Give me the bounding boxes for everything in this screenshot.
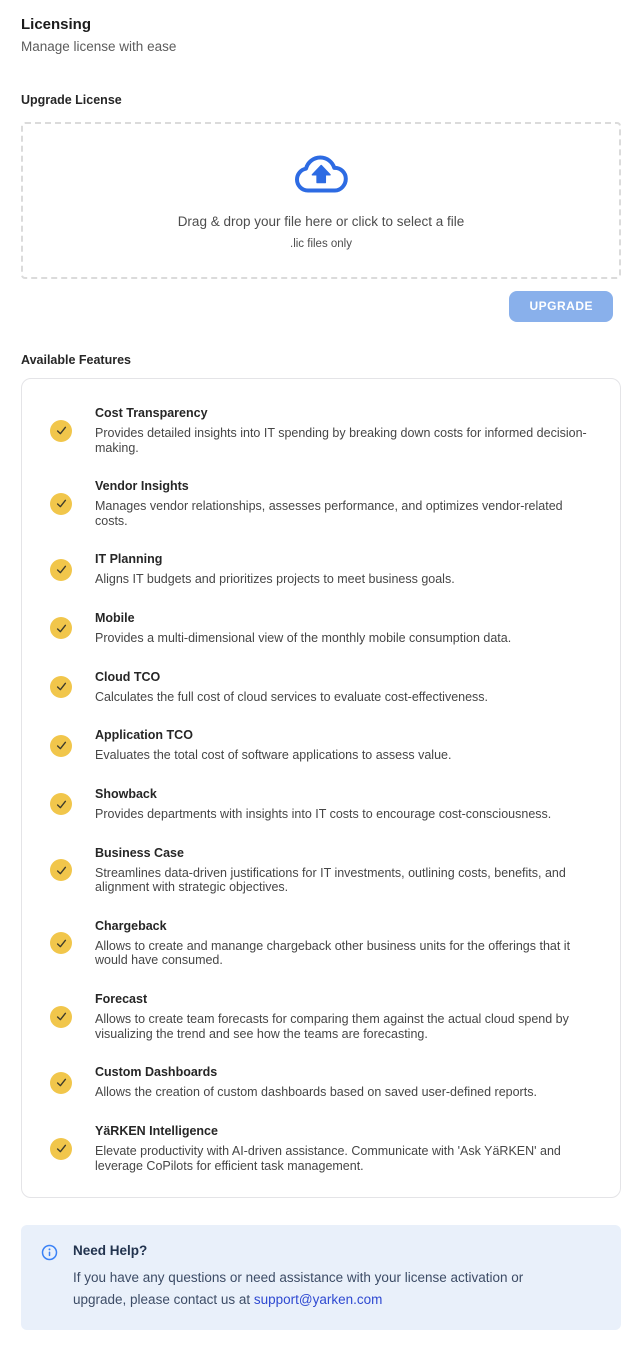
- upgrade-button[interactable]: UPGRADE: [509, 291, 613, 322]
- feature-description: Streamlines data-driven justifications for IT investments, outlining costs, benefits, and alignment with strategic objectives.: [95, 865, 566, 895]
- help-title: Need Help?: [73, 1243, 148, 1259]
- check-icon: [50, 1138, 72, 1160]
- feature-text: [95, 670, 590, 705]
- check-icon: [50, 859, 72, 881]
- feature-text: [95, 611, 590, 646]
- feature-item: [50, 728, 590, 763]
- cloud-upload-icon: [292, 151, 350, 197]
- feature-text: [95, 787, 590, 822]
- support-email-link[interactable]: support@yarken.com: [253, 1291, 383, 1307]
- feature-title: Mobile: [95, 611, 135, 625]
- check-icon: [50, 559, 72, 581]
- feature-text: [95, 1124, 590, 1173]
- feature-description: Elevate productivity with AI-driven assistance. Communicate with 'Ask YäRKEN' and leverage CoPilots for efficient task management.: [95, 1143, 561, 1173]
- check-icon: [50, 735, 72, 757]
- feature-item: [50, 1065, 590, 1100]
- feature-item: [50, 846, 590, 895]
- feature-description: Provides a multi-dimensional view of the monthly mobile consumption data.: [95, 631, 512, 645]
- feature-text: [95, 919, 590, 968]
- feature-description: Aligns IT budgets and prioritizes projects to meet business goals.: [95, 572, 455, 587]
- info-icon: [41, 1244, 58, 1311]
- feature-description: Allows to create team forecasts for comparing them against the actual cloud spend by visualizing the trend and see how the teams are forecasting.: [95, 1012, 569, 1041]
- feature-item: [50, 992, 590, 1041]
- feature-title: Business Case: [95, 845, 184, 860]
- page-title: Licensing: [21, 16, 92, 33]
- feature-description: Allows to create and manange chargeback other business units for the offerings that it would have consumed.: [95, 938, 571, 968]
- feature-item: [50, 552, 590, 587]
- feature-title: Showback: [95, 786, 157, 801]
- feature-title: Custom Dashboards: [95, 1065, 218, 1080]
- feature-description: Manages vendor relationships, assesses performance, and optimizes vendor-related costs.: [95, 499, 563, 528]
- available-features-heading: Available Features: [21, 352, 132, 367]
- feature-text: [95, 406, 590, 455]
- feature-title: YäRKEN Intelligence: [95, 1123, 218, 1138]
- check-icon: [50, 932, 72, 954]
- feature-title: Vendor Insights: [95, 479, 189, 494]
- feature-description: Allows the creation of custom dashboards based on saved user-defined reports.: [95, 1085, 537, 1100]
- check-icon: [50, 420, 72, 442]
- feature-description: Provides detailed insights into IT spending by breaking down costs for informed decision-making.: [95, 425, 587, 455]
- help-text: [73, 1242, 578, 1311]
- dropzone-primary-text: Drag & drop your file here or click to select a file: [177, 213, 465, 229]
- feature-description: Evaluates the total cost of software applications to assess value.: [95, 748, 452, 763]
- feature-text: [95, 992, 590, 1041]
- feature-text: [95, 728, 590, 763]
- feature-description: Provides departments with insights into IT costs to encourage cost-consciousness.: [95, 806, 552, 821]
- feature-item: [50, 787, 590, 822]
- dropzone-secondary-text: .lic files only: [290, 238, 352, 251]
- feature-text: [95, 552, 590, 587]
- upgrade-license-heading: Upgrade License: [21, 92, 122, 107]
- check-icon: [50, 493, 72, 515]
- page-subtitle: Manage license with ease: [21, 39, 177, 54]
- feature-description: Calculates the full cost of cloud services to evaluate cost-effectiveness.: [95, 689, 489, 704]
- upgrade-button-row: [21, 291, 621, 322]
- feature-title: Forecast: [95, 992, 148, 1006]
- check-icon: [50, 1072, 72, 1094]
- feature-title: IT Planning: [95, 552, 163, 567]
- feature-text: [95, 479, 590, 528]
- feature-title: Cost Transparency: [95, 405, 208, 420]
- check-icon: [50, 617, 72, 639]
- help-body: [73, 1267, 578, 1311]
- feature-item: [50, 611, 590, 646]
- feature-text: [95, 846, 590, 895]
- check-icon: [50, 676, 72, 698]
- feature-text: [95, 1065, 590, 1100]
- help-panel: [21, 1225, 621, 1330]
- help-body-text: If you have any questions or need assistance with your license activation or upgrade, please contact us at: [73, 1269, 524, 1307]
- feature-item: [50, 406, 590, 455]
- check-icon: [50, 1006, 72, 1028]
- feature-item: [50, 479, 590, 528]
- feature-title: Cloud TCO: [95, 669, 161, 684]
- feature-item: [50, 670, 590, 705]
- feature-item: [50, 1124, 590, 1173]
- feature-title: Chargeback: [95, 918, 167, 933]
- check-icon: [50, 793, 72, 815]
- feature-title: Application TCO: [95, 728, 193, 743]
- feature-item: [50, 919, 590, 968]
- features-card: [21, 378, 621, 1198]
- file-dropzone[interactable]: [21, 122, 621, 279]
